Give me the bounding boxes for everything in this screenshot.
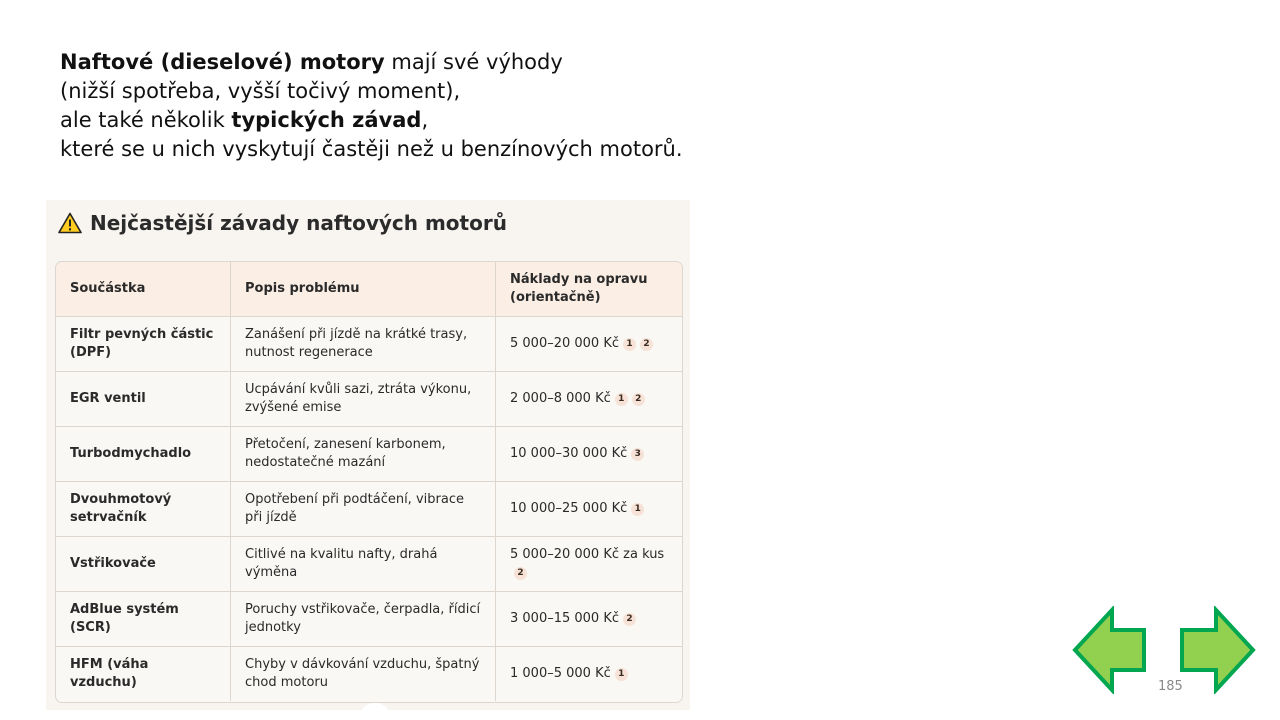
table-header-row	[56, 262, 682, 317]
cell-description: Ucpávání kvůli sazi, ztráta výkonu, zvýšené emise	[231, 372, 496, 427]
panel-title	[58, 208, 507, 238]
cell-description: Přetočení, zanesení karbonem, nedostatečné mazání	[231, 427, 496, 482]
cost-value: 5 000–20 000 Kč	[510, 336, 620, 351]
intro-line3-pre: ale také několik	[60, 108, 232, 132]
cell-description: Zanášení při jízdě na krátké trasy, nutnost regenerace	[231, 317, 496, 372]
table-row	[56, 372, 682, 427]
table-row	[56, 647, 682, 702]
citation-badge[interactable]: 3	[631, 448, 644, 461]
previous-slide-button[interactable]	[1072, 606, 1152, 694]
header-part: Součástka	[56, 262, 231, 317]
intro-text	[60, 48, 683, 164]
intro-line4: které se u nich vyskytují častěji než u benzínových motorů.	[60, 137, 683, 161]
header-cost: Náklady na opravu (orientačně)	[496, 262, 683, 317]
table-row	[56, 427, 682, 482]
cell-cost	[496, 372, 683, 427]
citation-badge[interactable]: 2	[632, 393, 645, 406]
arrow-right-icon	[1182, 610, 1253, 690]
cell-part: HFM (váha vzduchu)	[56, 647, 231, 702]
citation-badge[interactable]: 1	[631, 503, 644, 516]
citation-badge[interactable]: 1	[615, 393, 628, 406]
citation-badge[interactable]: 1	[615, 668, 628, 681]
intro-bold-1: Naftové (dieselové) motory	[60, 50, 385, 74]
citation-badge[interactable]: 2	[514, 567, 527, 580]
cell-part: AdBlue systém (SCR)	[56, 592, 231, 647]
faults-panel	[46, 200, 690, 710]
intro-line3-post: ,	[421, 108, 429, 132]
cell-part: Turbodmychadlo	[56, 427, 231, 482]
cell-description: Poruchy vstřikovače, čerpadla, řídicí jednotky	[231, 592, 496, 647]
cell-cost	[496, 317, 683, 372]
cost-value: 3 000–15 000 Kč	[510, 611, 620, 626]
cell-cost	[496, 592, 683, 647]
cell-part: Filtr pevných částic (DPF)	[56, 317, 231, 372]
cost-value: 5 000–20 000 Kč za kus	[510, 547, 665, 562]
page-number: 185	[1158, 679, 1183, 694]
cost-value: 10 000–30 000 Kč	[510, 446, 628, 461]
cell-cost	[496, 647, 683, 702]
intro-bold-2: typických závad	[231, 108, 422, 132]
header-description: Popis problému	[231, 262, 496, 317]
table-row	[56, 592, 682, 647]
next-slide-button[interactable]	[1176, 606, 1256, 694]
cell-part: EGR ventil	[56, 372, 231, 427]
cell-description: Opotřebení při podtáčení, vibrace při jízdě	[231, 482, 496, 537]
warning-triangle-icon	[58, 212, 82, 234]
faults-table	[55, 261, 683, 703]
citation-badge[interactable]: 2	[640, 338, 653, 351]
table-row	[56, 537, 682, 592]
citation-badge[interactable]: 2	[623, 613, 636, 626]
cell-cost	[496, 427, 683, 482]
cell-cost	[496, 537, 683, 592]
cost-value: 2 000–8 000 Kč	[510, 391, 611, 406]
cell-cost	[496, 482, 683, 537]
citation-badge[interactable]: 1	[623, 338, 636, 351]
table-row	[56, 482, 682, 537]
cell-description: Citlivé na kvalitu nafty, drahá výměna	[231, 537, 496, 592]
panel-title-text: Nejčastější závady naftových motorů	[90, 211, 507, 235]
intro-line2: (nižší spotřeba, vyšší točivý moment),	[60, 79, 461, 103]
cost-value: 1 000–5 000 Kč	[510, 666, 611, 681]
cell-part: Dvouhmotový setrvačník	[56, 482, 231, 537]
table-row	[56, 317, 682, 372]
arrow-left-icon	[1075, 610, 1144, 690]
cost-value: 10 000–25 000 Kč	[510, 501, 628, 516]
intro-line1-rest: mají své výhody	[384, 50, 563, 74]
cell-description: Chyby v dávkování vzduchu, špatný chod motoru	[231, 647, 496, 702]
cell-part: Vstřikovače	[56, 537, 231, 592]
